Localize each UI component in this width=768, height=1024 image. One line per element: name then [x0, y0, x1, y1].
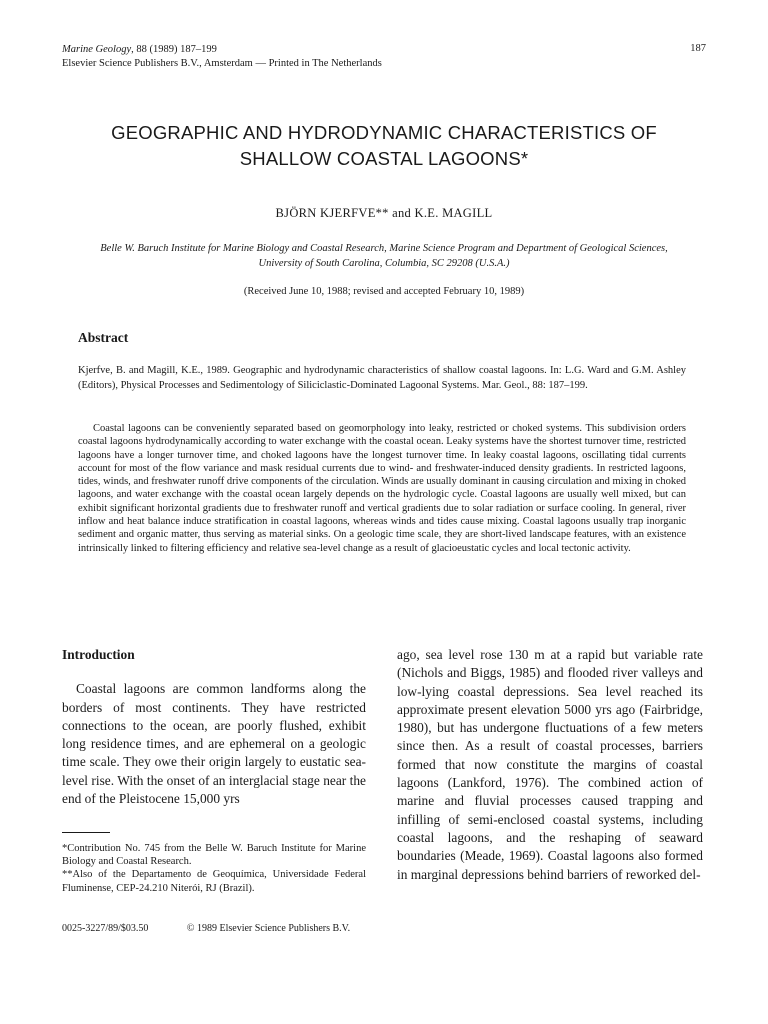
received-dates: (Received June 10, 1988; revised and accepted February 10, 1989) [243, 286, 525, 297]
introduction-heading: Introduction [62, 647, 135, 662]
journal-name: Marine Geology [62, 44, 132, 55]
page-number: 187 [690, 43, 706, 54]
title-line-1: GEOGRAPHIC AND HYDRODYNAMIC CHARACTERISTICS OF [111, 122, 657, 143]
authors: BJÖRN KJERFVE** and K.E. MAGILL [275, 206, 493, 220]
introduction-paragraph: Coastal lagoons are common landforms along the borders of most continents. They have restricted connections to the ocean, are poorly flushed, exhibit long residence times, and are ephemeral on a geologic time scale. They owe their origin largely to eustatic sea-level rise. With the onset of an interglacial stage near the end of the Pleistocene 15,000 yrs [62, 681, 366, 807]
right-column [397, 646, 703, 884]
abstract-body: Coastal lagoons can be conveniently separated based on geomorphology into leaky, restricted or choked systems. This subdivision orders coastal lagoons hydrodynamically according to water exchange with the coastal ocean. Leaky systems have the shortest turnover time, restricted lagoons have a longer turnover time, and choked lagoons have the longest turnover time. In leaky coastal lagoons, oscillating tidal currents account for most of the flow variance and mask residual currents due to wind- and freshwater-induced density gradients. In restricted lagoons, tides, winds, and freshwater runoff drive components of the circulation. Winds are usually dominant in causing circulation and mixing in choked lagoons, and water exchange with the coastal ocean largely depends on the hydrologic cycle. Coastal lagoons are usually well mixed, but can exhibit significant horizontal gradients due to freshwater runoff and vertical gradients due to solar radiation or surface cooling. In general, river inflow and heat balance induce stratification in coastal lagoons, whereas winds and tides cause mixing. Coastal lagoons usually trap inorganic sediment and organic matter, thus serving as material sinks. On a geologic time scale, they are short-lived landscape features, with an existence intrinsically linked to filtering efficiency and relative sea-level change as a result of glacioeustatic cycles and local tectonic activity. [78, 423, 686, 554]
issn-code: 0025-3227/89/$03.50 [62, 923, 149, 934]
title-line-2: SHALLOW COASTAL LAGOONS* [239, 148, 529, 169]
abstract-citation: Kjerfve, B. and Magill, K.E., 1989. Geographic and hydrodynamic characteristics of shallow coastal lagoons. In: L.G. Ward and G.M. Ashley (Editors), Physical Processes and Sedimentology of Siliciclastic-Dominated Lagoonal Systems. Mar. Geol., 88: 187–199. [78, 365, 686, 391]
footnote-rule [62, 832, 110, 833]
footnote-1: *Contribution No. 745 from the Belle W. Baruch Institute for Marine Biology and Coastal Research. [62, 843, 366, 868]
paper-title [62, 120, 706, 172]
left-column [62, 646, 366, 808]
journal-ref: , 88 (1989) 187–199 [131, 44, 217, 55]
publisher-line: Elsevier Science Publishers B.V., Amsterdam — Printed in The Netherlands [62, 58, 382, 69]
copyright-notice: © 1989 Elsevier Science Publishers B.V. [186, 923, 351, 934]
footer-line [62, 923, 350, 934]
footnote-2: **Also of the Departamento de Geoquímica, Universidade Federal Fluminense, CEP-24.210 Niterói, RJ (Brazil). [62, 869, 366, 894]
affiliation: Belle W. Baruch Institute for Marine Biology and Coastal Research, Marine Science Program and Department of Geological Sciences, University of South Carolina, Columbia, SC 29208 (U.S.A.) [100, 243, 668, 269]
journal-header [62, 43, 382, 71]
abstract-heading: Abstract [78, 330, 129, 345]
footnotes [62, 842, 366, 895]
right-column-text: ago, sea level rose 130 m at a rapid but variable rate (Nichols and Biggs, 1985) and flooded river valleys and low-lying coastal depressions. Sea level reached its approximate present elevation 5000 yrs ago (Fairbridge, 1980), but has undergone fluctuations of a few meters since then. As a result of coastal processes, barriers formed that now constitute the margins of coastal lagoons (Lankford, 1976). The combined action of marine and fluvial processes caused trapping and infilling of semi-enclosed coastal systems, including coastal lagoons, and the reshaping of seaward boundaries (Meade, 1969). Coastal lagoons also formed in marginal depressions behind barriers of reworked del- [397, 647, 703, 882]
